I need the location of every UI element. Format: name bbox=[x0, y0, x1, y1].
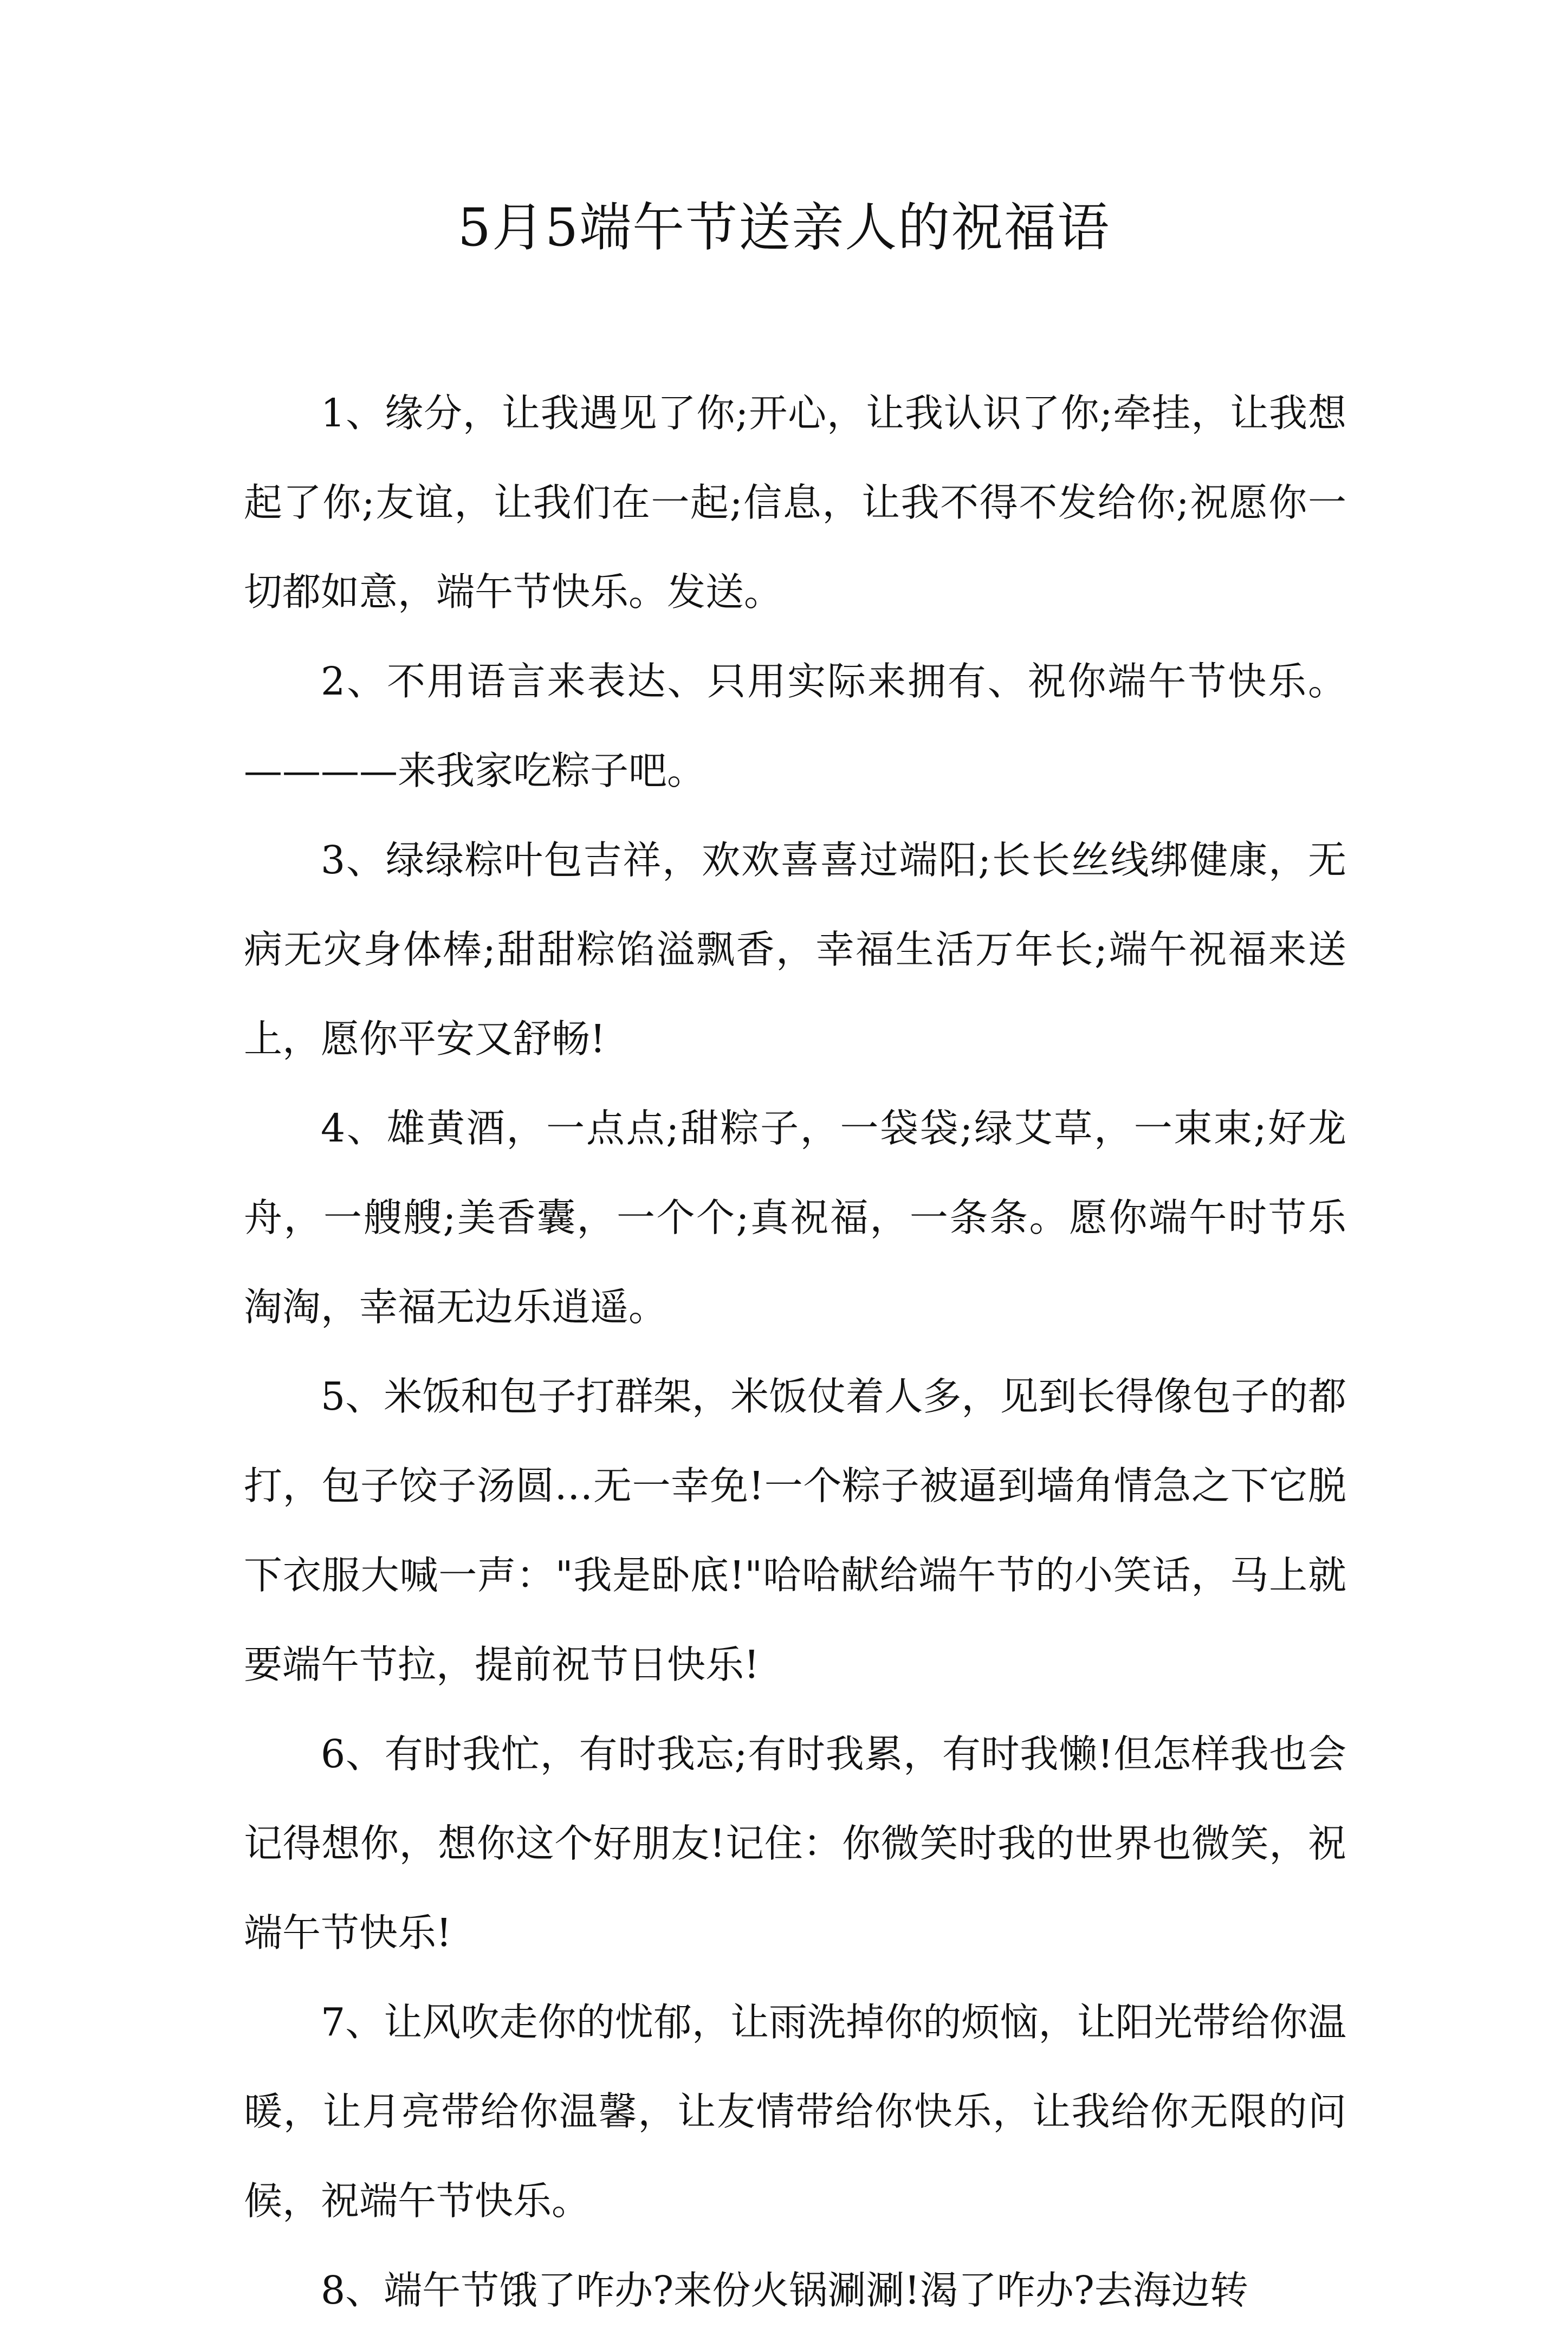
paragraph-7: 7、让风吹走你的忧郁，让雨洗掉你的烦恼，让阳光带给你温暖，让月亮带给你温馨，让友情带给你快乐，让我给你无限的问候，祝端午节快乐。 bbox=[244, 2000, 1346, 2223]
paragraph-5: 5、米饭和包子打群架，米饭仗着人多，见到长得像包子的都打，包子饺子汤圆…无一幸免!一个粽子被逼到墙角情急之下它脱下衣服大喊一声："我是卧底!"哈哈献给端午节的小笑话，马上就要端午节拉，提前祝节日快乐! bbox=[244, 1374, 1346, 1687]
document-body bbox=[244, 368, 1346, 2335]
paragraph-6: 6、有时我忙，有时我忘;有时我累，有时我懒!但怎样我也会记得想你，想你这个好朋友!记住：你微笑时我的世界也微笑，祝端午节快乐! bbox=[244, 1731, 1346, 1955]
paragraph-4: 4、雄黄酒，一点点;甜粽子，一袋袋;绿艾草，一束束;好龙舟，一艘艘;美香囊，一个个;真祝福，一条条。愿你端午时节乐淘淘，幸福无边乐逍遥。 bbox=[244, 1106, 1346, 1329]
paragraph-1: 1、缘分，让我遇见了你;开心，让我认识了你;牵挂，让我想起了你;友谊，让我们在一起;信息，让我不得不发给你;祝愿你一切都如意，端午节快乐。发送。 bbox=[244, 391, 1346, 614]
document-title: 5月5端午节送亲人的祝福语 bbox=[457, 197, 1111, 258]
paragraph-3: 3、绿绿粽叶包吉祥，欢欢喜喜过端阳;长长丝线绑健康，无病无灾身体棒;甜甜粽馅溢飘香，幸福生活万年长;端午祝福来送上，愿你平安又舒畅! bbox=[244, 838, 1346, 1061]
paragraph-2: 2、不用语言来表达、只用实际来拥有、祝你端午节快乐。————来我家吃粽子吧。 bbox=[244, 659, 1346, 793]
paragraph-8: 8、端午节饿了咋办?来份火锅涮涮!渴了咋办?去海边转 bbox=[321, 2268, 1248, 2313]
